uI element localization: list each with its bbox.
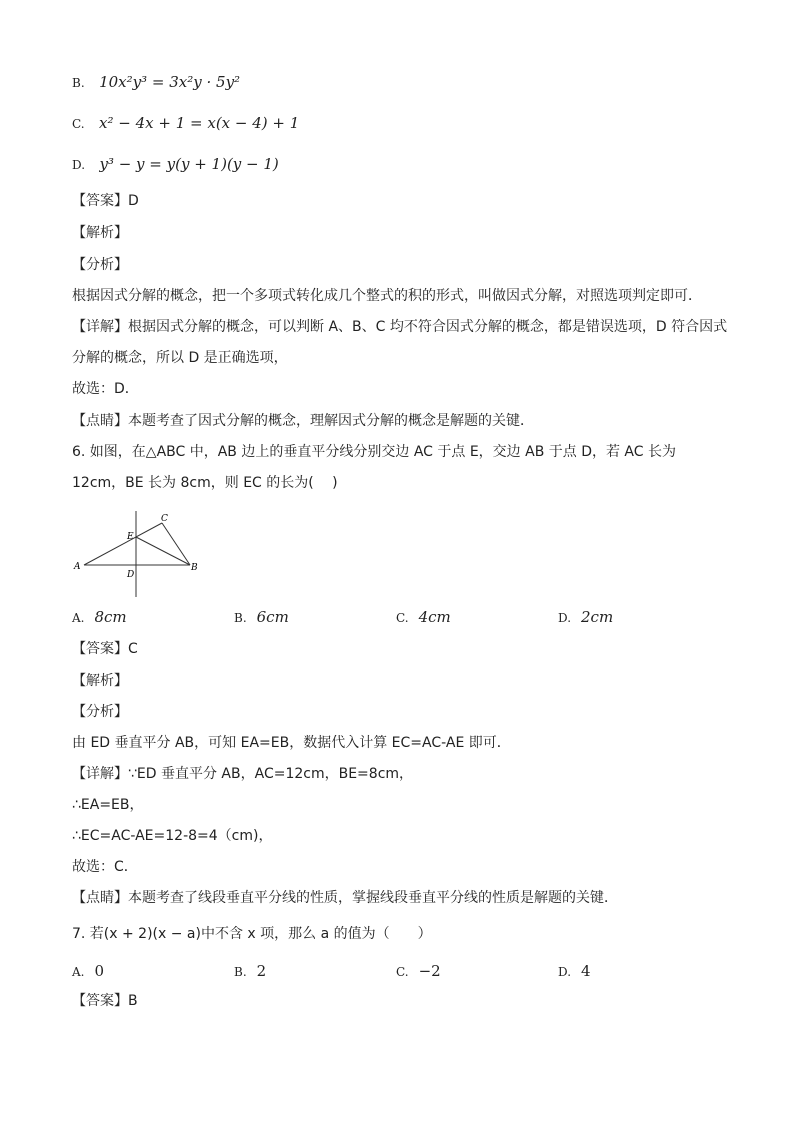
q6-option-a: A. 8cm [72, 608, 127, 626]
q5-answer: 【答案】D [72, 193, 139, 209]
q6-fenxi-heading: 【分析】 [72, 704, 128, 720]
q6-answer: 【答案】C [72, 641, 138, 657]
q6-choice: 故选：C． [72, 859, 138, 875]
q6-stem-line1: 6. 如图，在△ABC 中，AB 边上的垂直平分线分别交边 AC 于点 E，交边 AB 于点 D，若 AC 长为 [72, 444, 676, 460]
q6-fenxi-text: 由 ED 垂直平分 AB，可知 EA=EB，数据代入计算 EC=AC-AE 即可． [72, 735, 511, 751]
q6-option-c: C. 4cm [396, 608, 451, 626]
q7-option-d: D. 4 [558, 962, 591, 980]
q6-triangle-figure [70, 505, 210, 600]
q6-xiangjie-line2: ∴EA=EB， [72, 797, 144, 813]
q6-xiangjie-line1: 【详解】∵ED 垂直平分 AB，AC=12cm，BE=8cm， [72, 766, 414, 782]
label-c: C [161, 514, 168, 524]
q6-jiexi-heading: 【解析】 [72, 673, 128, 689]
q7-option-b: B. 2 [234, 962, 267, 980]
q5-fenxi-heading: 【分析】 [72, 257, 128, 273]
label-b: B [191, 563, 198, 573]
q5-fenxi-text: 根据因式分解的概念，把一个多项式转化成几个整式的积的形式，叫做因式分解，对照选项判定即可． [72, 288, 702, 304]
q7-option-c: C. −2 [396, 962, 441, 980]
q6-option-d: D. 2cm [558, 608, 614, 626]
q6-xiangjie-line3: ∴EC=AC-AE=12-8=4（cm)， [72, 828, 273, 844]
q7-stem: 7. 若(x + 2)(x − a)中不含 x 项，那么 a 的值为（ ） [72, 926, 432, 942]
segment-cb [162, 523, 190, 565]
label-d: D [127, 570, 135, 580]
label-e: E [127, 532, 134, 542]
q6-option-b: B. 6cm [234, 608, 289, 626]
q5-option-b-expr: 10x²y³ = 3x²y · 5y² [99, 73, 241, 91]
q5-xiangjie-line2: 分解的概念，所以 D 是正确选项， [72, 350, 288, 366]
q5-dianjing: 【点睛】本题考查了因式分解的概念，理解因式分解的概念是解题的关键． [72, 413, 534, 429]
q5-option-c-expr: x² − 4x + 1 = x(x − 4) + 1 [99, 114, 300, 132]
q5-option-d: D. y³ − y = y(y + 1)(y − 1) [72, 155, 279, 173]
q5-choice: 故选：D． [72, 381, 139, 397]
q5-option-c: C. x² − 4x + 1 = x(x − 4) + 1 [72, 114, 300, 132]
q5-jiexi-heading: 【解析】 [72, 225, 128, 241]
q5-option-b: B. 10x²y³ = 3x²y · 5y² [72, 73, 241, 91]
label-a: A [74, 562, 81, 572]
segment-eb [136, 537, 190, 565]
q6-stem-line2: 12cm，BE 长为 8cm，则 EC 的长为( ) [72, 475, 338, 491]
q6-dianjing: 【点睛】本题考查了线段垂直平分线的性质，掌握线段垂直平分线的性质是解题的关键． [72, 890, 618, 906]
q7-answer: 【答案】B [72, 993, 138, 1009]
q7-option-a: A. 0 [72, 962, 105, 980]
q5-xiangjie-line1: 【详解】根据因式分解的概念，可以判断 A、B、C 均不符合因式分解的概念，都是错误选项，D 符合因式 [72, 319, 728, 335]
q5-option-d-expr: y³ − y = y(y + 1)(y − 1) [99, 155, 279, 173]
